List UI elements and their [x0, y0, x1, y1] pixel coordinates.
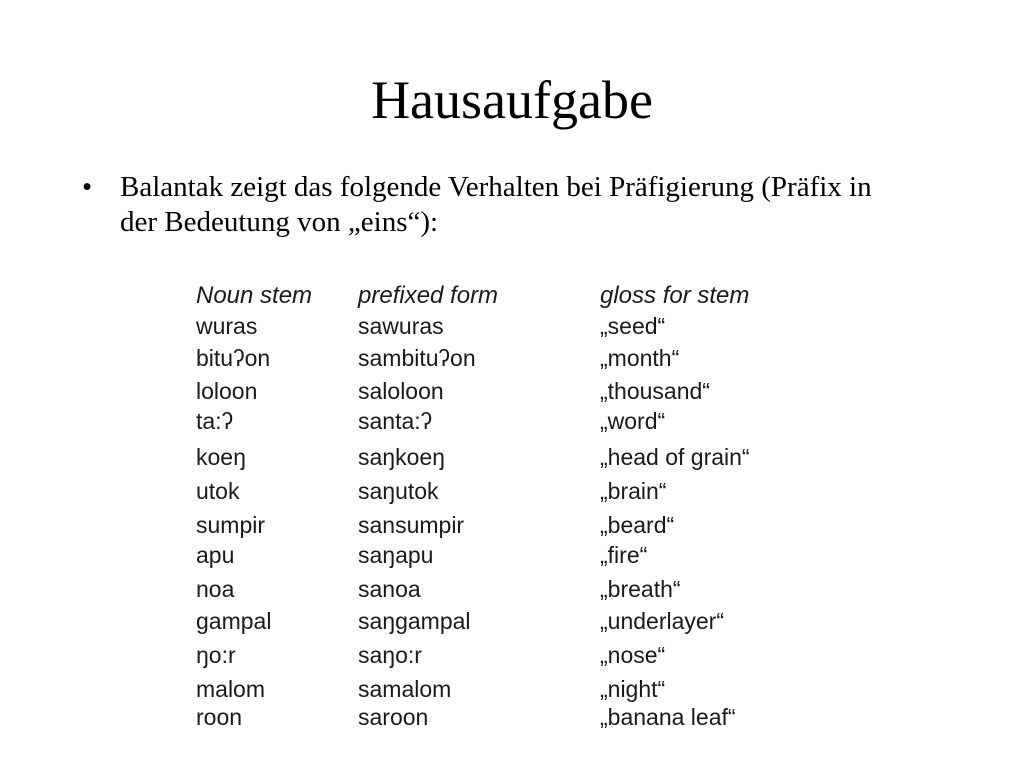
gloss-cell: „nose“: [600, 642, 666, 668]
stem-cell: wuras: [196, 313, 258, 339]
stem-cell: ta:ʔ: [196, 408, 234, 434]
prefixed-cell: saloloon: [358, 378, 444, 404]
gloss-cell: „thousand“: [600, 378, 710, 404]
gloss-cell: „seed“: [600, 313, 666, 339]
gloss-cell: „word“: [600, 408, 666, 434]
gloss-cell: „fire“: [600, 542, 648, 568]
prefixed-cell: saŋapu: [358, 542, 434, 568]
prefixed-cell: saŋutok: [358, 478, 439, 504]
gloss-cell: „brain“: [600, 478, 667, 504]
stem-cell: ŋo:r: [196, 642, 236, 668]
stem-cell: apu: [196, 542, 235, 568]
stem-cell: noa: [196, 576, 235, 602]
slide-title: Hausaufgabe: [371, 70, 653, 130]
header-prefixed-form: prefixed form: [358, 282, 499, 309]
prefixed-cell: saŋgampal: [358, 608, 471, 634]
stem-cell: roon: [196, 704, 243, 730]
header-gloss: gloss for stem: [600, 282, 750, 309]
stem-cell: sumpir: [196, 512, 266, 538]
gloss-cell: „beard“: [600, 512, 675, 538]
prefixed-cell: sansumpir: [358, 512, 465, 538]
header-noun-stem: Noun stem: [196, 282, 313, 309]
gloss-cell: „month“: [600, 345, 680, 371]
gloss-cell: „breath“: [600, 576, 681, 602]
prefixed-cell: saŋkoeŋ: [358, 444, 445, 470]
stem-cell: gampal: [196, 608, 272, 634]
stem-cell: malom: [196, 676, 266, 702]
gloss-cell: „head of grain“: [600, 444, 750, 470]
stem-cell: loloon: [196, 378, 258, 404]
prefixed-cell: sambituʔon: [358, 345, 476, 371]
prefixed-cell: samalom: [358, 676, 452, 702]
gloss-cell: „underlayer“: [600, 608, 724, 634]
stem-cell: utok: [196, 478, 240, 504]
prefixed-cell: sawuras: [358, 313, 444, 339]
prefixed-cell: saŋo:r: [358, 642, 422, 668]
prefixed-cell: santa:ʔ: [358, 408, 433, 434]
gloss-cell: „night“: [600, 676, 666, 702]
prefixed-cell: sanoa: [358, 576, 421, 602]
bullet-text: Balantak zeigt das folgende Verhalten bei Präfigierung (Präfix in der Bedeutung von „eins“):: [120, 171, 872, 238]
stem-cell: koeŋ: [196, 444, 246, 470]
gloss-cell: „banana leaf“: [600, 704, 736, 730]
prefixed-cell: saroon: [358, 704, 429, 730]
stem-cell: bituʔon: [196, 345, 271, 371]
bullet-marker: •: [82, 171, 93, 203]
